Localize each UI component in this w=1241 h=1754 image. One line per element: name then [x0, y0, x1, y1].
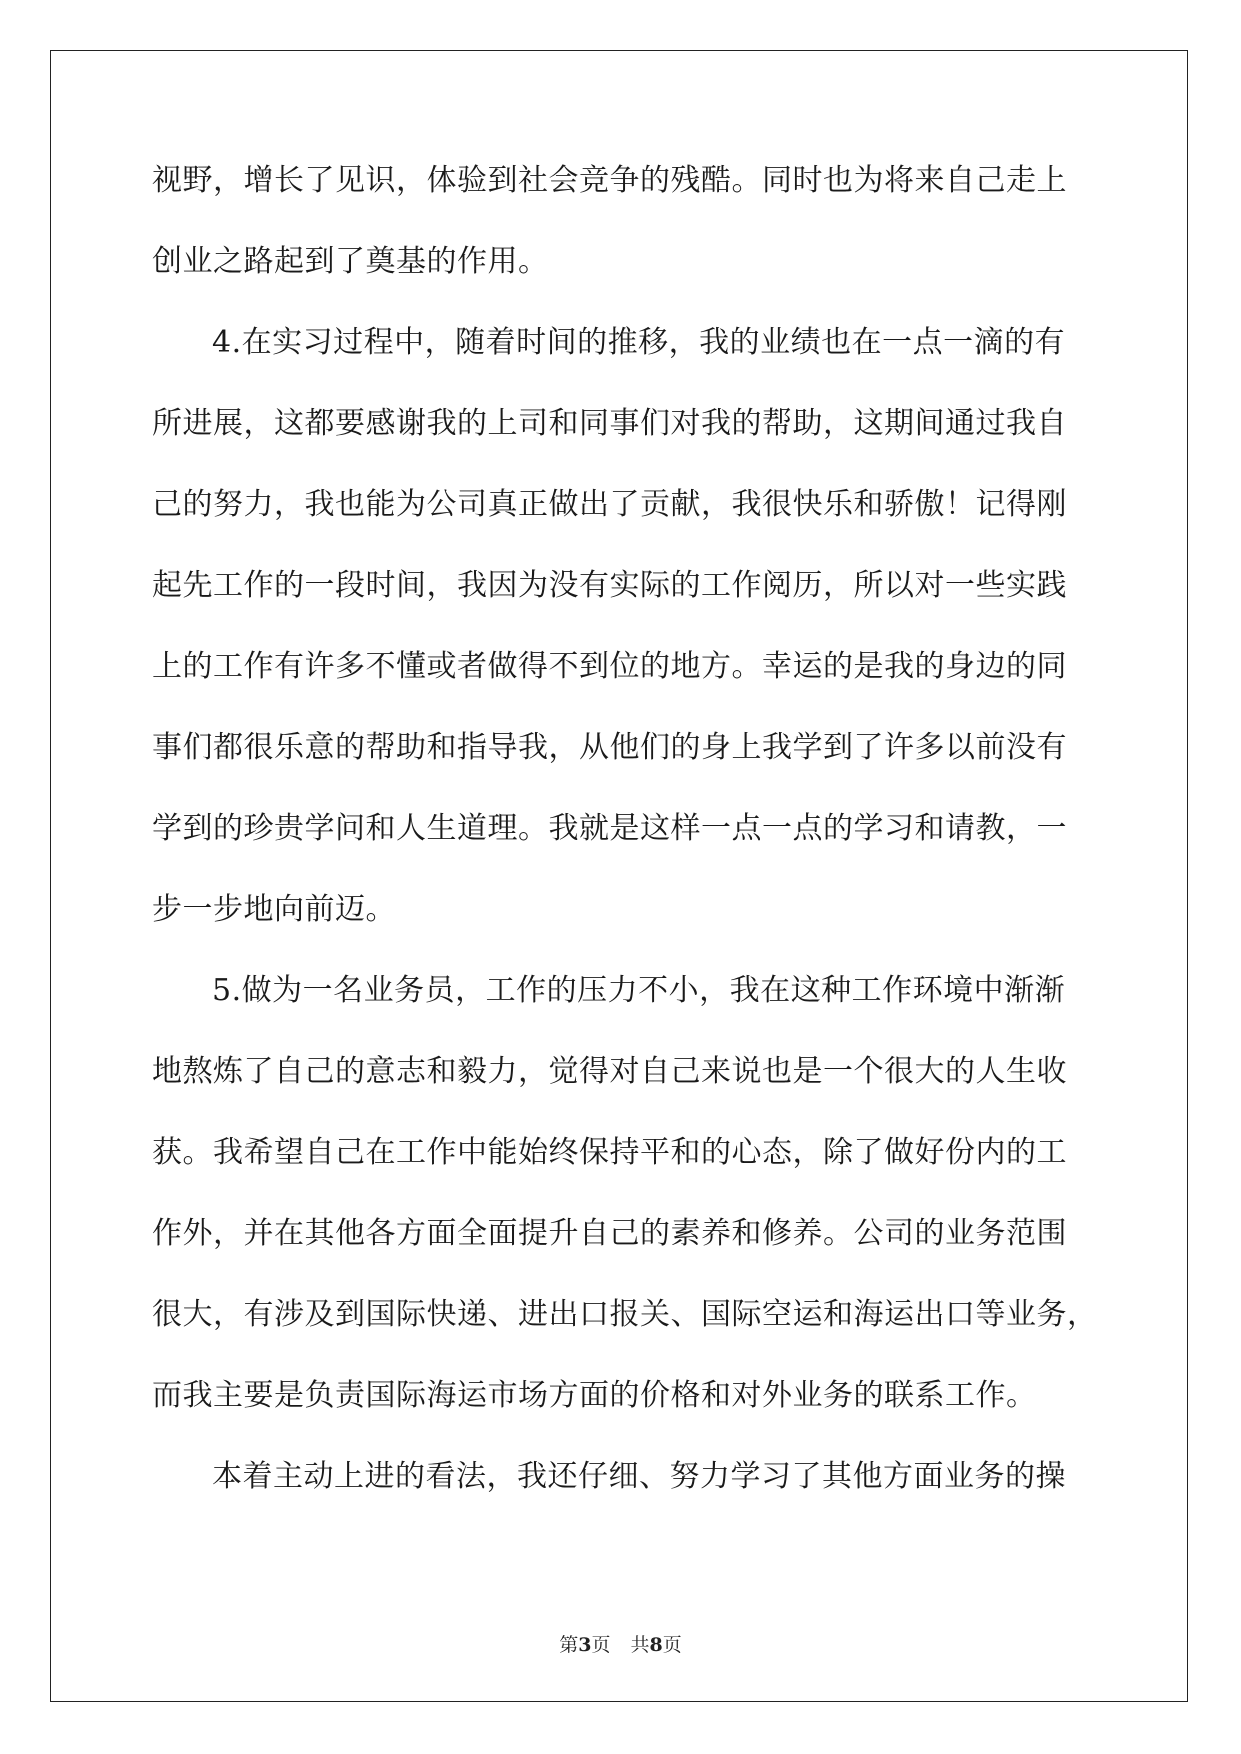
document-body	[152, 160, 1098, 1537]
text-line: 视野，增长了见识，体验到社会竞争的残酷。同时也为将来自己走上	[152, 163, 1067, 198]
text-line: 创业之路起到了奠基的作用。	[152, 244, 549, 279]
text-line: 获。我希望自己在工作中能始终保持平和的心态，除了做好份内的工	[152, 1135, 1067, 1170]
text-line: 很大，有涉及到国际快递、进出口报关、国际空运和海运出口等业务，	[152, 1297, 1098, 1332]
page-number: 3	[578, 1634, 592, 1656]
text-line: 事们都很乐意的帮助和指导我，从他们的身上我学到了许多以前没有	[152, 730, 1067, 765]
paragraph-start-line: 5.做为一名业务员，工作的压力不小，我在这种工作环境中渐渐	[212, 973, 1066, 1008]
text-line: 作外，并在其他各方面全面提升自己的素养和修养。公司的业务范围	[152, 1216, 1067, 1251]
total-pages: 8	[649, 1634, 663, 1656]
text-line: 而我主要是负责国际海运市场方面的价格和对外业务的联系工作。	[152, 1378, 1037, 1413]
page-suffix: 页	[591, 1634, 611, 1656]
text-line: 上的工作有许多不懂或者做得不到位的地方。幸运的是我的身边的同	[152, 649, 1067, 684]
text-line: 学到的珍贵学问和人生道理。我就是这样一点一点的学习和请教，一	[152, 811, 1067, 846]
total-prefix: 共	[630, 1634, 650, 1656]
paragraph-start-line: 本着主动上进的看法，我还仔细、努力学习了其他方面业务的操	[212, 1459, 1066, 1494]
text-line: 地熬炼了自己的意志和毅力，觉得对自己来说也是一个很大的人生收	[152, 1054, 1067, 1089]
text-line: 所进展，这都要感谢我的上司和同事们对我的帮助，这期间通过我自	[152, 406, 1067, 441]
text-line: 起先工作的一段时间，我因为没有实际的工作阅历，所以对一些实践	[152, 568, 1067, 603]
page-prefix: 第	[559, 1634, 579, 1656]
text-line: 步一步地向前迈。	[152, 892, 396, 927]
page-footer	[0, 1633, 1241, 1657]
paragraph-start-line: 4.在实习过程中，随着时间的推移，我的业绩也在一点一滴的有	[212, 325, 1066, 360]
text-line: 己的努力，我也能为公司真正做出了贡献，我很快乐和骄傲！记得刚	[152, 487, 1067, 522]
total-suffix: 页	[662, 1634, 682, 1656]
